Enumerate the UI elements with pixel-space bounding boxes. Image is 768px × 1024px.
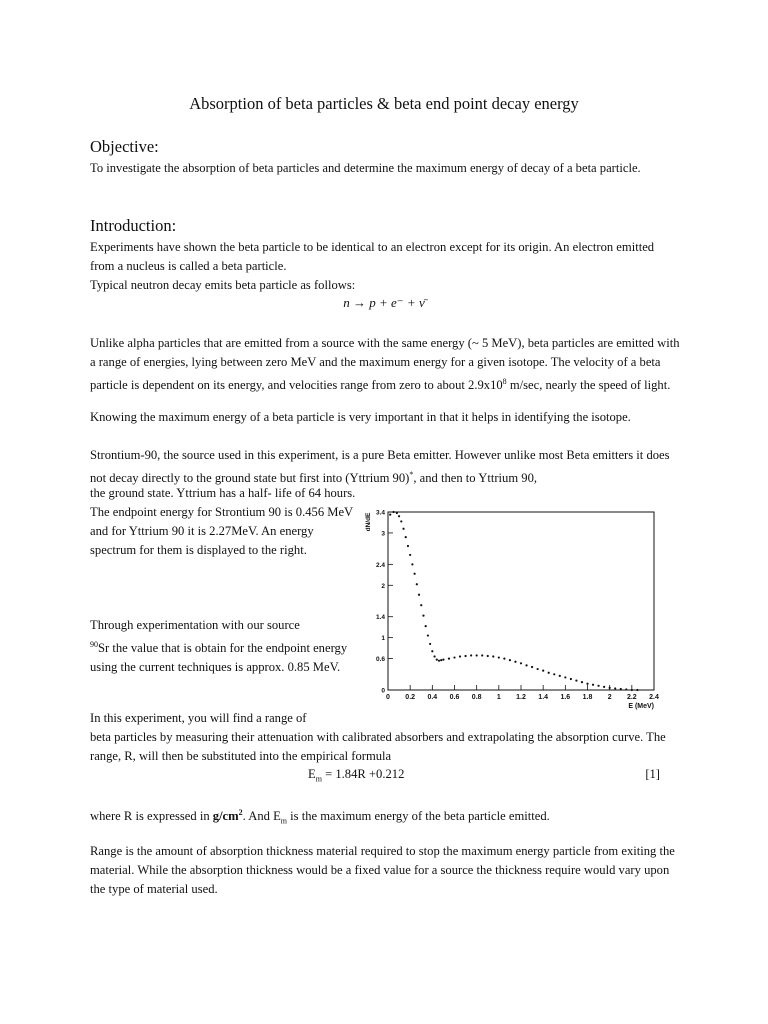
data-point bbox=[416, 583, 418, 585]
y-tick-label: 0 bbox=[381, 687, 385, 695]
x-tick-label: 0.4 bbox=[427, 694, 438, 701]
data-point bbox=[498, 656, 500, 658]
data-point bbox=[614, 687, 616, 689]
data-point bbox=[625, 688, 627, 690]
data-point bbox=[586, 683, 588, 685]
data-point bbox=[503, 657, 505, 659]
data-point bbox=[438, 660, 440, 662]
data-point bbox=[433, 655, 435, 657]
data-point bbox=[597, 685, 599, 687]
data-point bbox=[407, 545, 409, 547]
objective-heading: Objective: bbox=[90, 137, 159, 156]
data-point bbox=[581, 681, 583, 683]
formula-text: $E_m = 1.84R +0.212$ bbox=[308, 767, 405, 784]
data-point bbox=[427, 634, 429, 636]
data-point bbox=[414, 573, 416, 575]
data-point bbox=[400, 520, 402, 522]
document-title: Absorption of beta particles & beta end point decay energy bbox=[189, 94, 579, 113]
data-point bbox=[422, 615, 424, 617]
equation-number: [1] bbox=[645, 767, 660, 781]
intro-paragraph-8: where R is expressed in $g/cm^2$. And $E_m$ is the maximum energy of the beta particle emitted. bbox=[90, 808, 550, 826]
neutron-decay-equation: n → p + e⁻ + ν̄ bbox=[343, 295, 425, 310]
data-point bbox=[603, 686, 605, 688]
data-point bbox=[420, 604, 422, 606]
data-point bbox=[481, 654, 483, 656]
y-tick-label: 1 bbox=[381, 635, 385, 643]
x-tick-label: 1.2 bbox=[516, 694, 526, 701]
data-point bbox=[411, 563, 413, 565]
data-point bbox=[476, 654, 478, 656]
data-point bbox=[487, 655, 489, 657]
y-tick-label: 3.4 bbox=[375, 509, 385, 517]
introduction-heading: Introduction: bbox=[90, 216, 177, 235]
data-point bbox=[396, 512, 398, 514]
data-point bbox=[575, 679, 577, 681]
data-point bbox=[570, 678, 572, 680]
data-point bbox=[442, 659, 444, 661]
x-tick-label: 0 bbox=[386, 694, 390, 701]
data-point bbox=[459, 655, 461, 657]
y-tick-label: 2 bbox=[381, 582, 385, 590]
data-point bbox=[553, 673, 555, 675]
x-tick-label: 2.2 bbox=[626, 694, 637, 701]
data-point bbox=[620, 688, 622, 690]
data-point bbox=[425, 625, 427, 627]
x-tick-label: 1.6 bbox=[560, 694, 571, 701]
data-point bbox=[405, 536, 407, 538]
intro-paragraph-9: Range is the amount of absorption thickness material required to stop the maximum energy particle from exiting the material. While the absorption thickness would be a fixed value for a source the thickness require would vary upon the type of material used. bbox=[90, 844, 675, 896]
data-point bbox=[636, 689, 638, 691]
data-point bbox=[559, 675, 561, 677]
data-point bbox=[436, 659, 438, 661]
y-tick-label: 1.4 bbox=[375, 614, 385, 622]
intro-paragraph-7a: In this experiment, you will find a range of bbox=[90, 711, 307, 725]
y-axis-label: dN/dE bbox=[365, 512, 372, 532]
x-tick-label: 1.8 bbox=[582, 694, 593, 701]
data-point bbox=[564, 676, 566, 678]
data-point bbox=[440, 659, 442, 661]
data-point bbox=[453, 656, 455, 658]
data-point bbox=[492, 655, 494, 657]
intro-paragraph-6: Through experimentation with our source $^{90}$Sr the value that is obtain for the endpoint energy using the current techniques is approx. 0.85 MeV. bbox=[90, 618, 348, 675]
x-tick-label: 0.2 bbox=[405, 694, 416, 701]
x-tick-label: 0.8 bbox=[471, 694, 482, 701]
data-point bbox=[548, 672, 550, 674]
data-point bbox=[464, 655, 466, 657]
data-point bbox=[537, 668, 539, 670]
data-point bbox=[448, 657, 450, 659]
x-tick-label: 1 bbox=[496, 694, 501, 701]
intro-paragraph-5: Strontium-90, the source used in this experiment, is a pure Beta emitter. However unlike most Beta emitters it does not decay directly to the ground state but first into (Yttrium 90)*, and then to Yttrium 90, bbox=[90, 448, 670, 486]
intro-paragraph-4: Knowing the maximum energy of a beta particle is very important in that it helps in identifying the isotope. bbox=[90, 410, 631, 424]
intro-paragraph-5-cont: the ground state. Yttrium has a half- life of 64 hours. The endpoint energy for Strontium 90 is 0.456 MeV and for Yttrium 90 it is 2.27MeV. An energy spectrum for them is displayed to the right. bbox=[90, 486, 356, 557]
y-tick-label: 0.6 bbox=[375, 656, 385, 664]
data-point bbox=[429, 643, 431, 645]
x-tick-label: 1.4 bbox=[538, 694, 549, 701]
data-point bbox=[509, 659, 511, 661]
data-point bbox=[392, 511, 394, 513]
data-point bbox=[520, 662, 522, 664]
energy-spectrum-chart bbox=[362, 498, 662, 716]
data-point bbox=[525, 664, 527, 666]
y-tick-label: 2.4 bbox=[375, 561, 385, 569]
data-point bbox=[402, 528, 404, 530]
data-point bbox=[418, 594, 420, 596]
intro-paragraph-7b: beta particles by measuring their attenuation with calibrated absorbers and extrapolating the absorption curve. The range, R, will then be substituted into the empirical formula bbox=[90, 730, 666, 763]
x-tick-label: 2.4 bbox=[649, 694, 659, 701]
intro-paragraph-1: Experiments have shown the beta particle to be identical to an electron except for its origin. An electron emitted from a nucleus is called a beta particle. bbox=[90, 240, 655, 273]
y-tick-label: 3 bbox=[381, 530, 385, 538]
data-point bbox=[631, 689, 633, 691]
intro-paragraph-2: Typical neutron decay emits beta particle as follows: bbox=[90, 278, 356, 292]
data-point bbox=[542, 670, 544, 672]
data-point bbox=[389, 514, 391, 516]
data-point bbox=[514, 661, 516, 663]
x-axis-label: E (MeV) bbox=[628, 703, 654, 710]
data-point bbox=[398, 515, 400, 517]
objective-text: To investigate the absorption of beta particles and determine the maximum energy of decay of a beta particle. bbox=[90, 161, 641, 175]
data-point bbox=[609, 687, 611, 689]
x-tick-label: 2 bbox=[607, 694, 612, 701]
empirical-formula bbox=[90, 767, 660, 786]
data-point bbox=[531, 666, 533, 668]
intro-paragraph-3: Unlike alpha particles that are emitted from a source with the same energy (~ 5 MeV), beta particles are emitted with a range of energies, lying between zero MeV and the maximum energy for a given isotope. The velocity of a beta particle is dependent on its energy, and velocities range from zero to about $2.9x10^8$ m/sec, nearly the speed of light. bbox=[90, 336, 680, 393]
data-point bbox=[431, 650, 433, 652]
x-tick-label: 0.6 bbox=[449, 694, 460, 701]
data-point bbox=[592, 684, 594, 686]
data-point bbox=[470, 654, 472, 656]
data-point bbox=[409, 554, 411, 556]
